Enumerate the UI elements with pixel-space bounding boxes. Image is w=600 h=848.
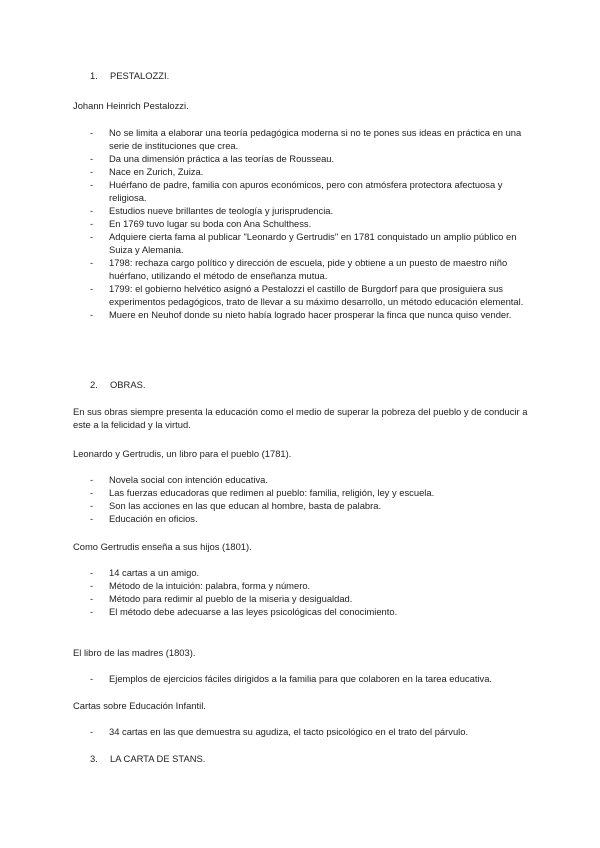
list-item: - Adquiere cierta fama al publicar "Leonardo y Gertrudis" en 1781 conquistado un amplio público en Suiza y Alemania. [90, 231, 517, 255]
list-item: - Ejemplos de ejercicios fáciles dirigidos a la familia para que colaboren en la tarea educativa. [90, 673, 493, 684]
list-item: - 1798: rechaza cargo político y dirección de escuela, pide y obtiene a un puesto de maestro niño huérfano, utilizando el método de enseñanza mutua. [90, 257, 508, 281]
obras-intro: En sus obras siempre presenta la educación como el medio de superar la pobreza del pueblo y de conducir a este a la felicidad y la virtud. [73, 406, 528, 430]
list-item: - Método de la intuición: palabra, forma y número. [90, 580, 311, 591]
section-number: 3. [90, 753, 98, 764]
list-item: - Nace en Zurich, Zuiza. [90, 166, 204, 177]
list-item: - 1799: el gobierno helvético asignó a Pestalozzi el castillo de Burgdorf para que prosiguiera sus experimentos pedagógicos, trato de llevar a su máximo desarrollo, un método educación elemental. [90, 283, 524, 307]
subject-name: Johann Heinrich Pestalozzi. [73, 100, 189, 111]
list-item: - En 1769 tuvo lugar su boda con Ana Schulthess. [90, 218, 312, 229]
work-items-list [90, 672, 530, 685]
biography-list [90, 126, 530, 321]
work-items-list [90, 473, 530, 525]
work-items-list [90, 566, 530, 618]
list-item: - No se limita a elaborar una teoría pedagógica moderna si no te pones sus ideas en práctica en una serie de instituciones que crea. [90, 127, 522, 151]
section-number: 2. [90, 379, 98, 390]
list-item: - Huérfano de padre, familia con apuros económicos, pero con atmósfera protectora afectuosa y religiosa. [90, 179, 503, 203]
work-title: El libro de las madres (1803). [73, 647, 196, 658]
work-title: Cartas sobre Educación Infantil. [73, 700, 206, 711]
list-item: - Da una dimensión práctica a las teorías de Rousseau. [90, 153, 335, 164]
list-item: - El método debe adecuarse a las leyes psicológicas del conocimiento. [90, 606, 398, 617]
section-number: 1. [90, 70, 98, 81]
section-title: LA CARTA DE STANS. [110, 753, 206, 764]
section-title: OBRAS. [110, 379, 146, 390]
section-heading-obras [90, 379, 145, 390]
list-item: - Son las acciones en las que educan al hombre, basta de palabra. [90, 500, 382, 511]
section-title: PESTALOZZI. [110, 70, 170, 81]
list-item: - Las fuerzas educadoras que redimen al pueblo: familia, religión, ley y escuela. [90, 487, 435, 498]
list-item: - Muere en Neuhof donde su nieto había logrado hacer prosperar la finca que nunca quiso vender. [90, 309, 512, 320]
list-item: - Estudios nueve brillantes de teología y jurisprudencia. [90, 205, 334, 216]
list-item: - Novela social con intención educativa. [90, 474, 268, 485]
work-items-list [90, 725, 530, 738]
section-heading-carta-de-stans [90, 753, 205, 764]
work-title: Leonardo y Gertrudis, un libro para el pueblo (1781). [73, 448, 292, 459]
list-item: - 34 cartas en las que demuestra su agudiza, el tacto psicológico en el trato del párvulo. [90, 726, 469, 737]
list-item: - Método para redimir al pueblo de la miseria y desigualdad. [90, 593, 353, 604]
section-heading-pestalozzi [90, 70, 169, 81]
work-title: Como Gertrudis enseña a sus hijos (1801). [73, 541, 252, 552]
list-item: - Educación en oficios. [90, 513, 198, 524]
list-item: - 14 cartas a un amigo. [90, 567, 200, 578]
